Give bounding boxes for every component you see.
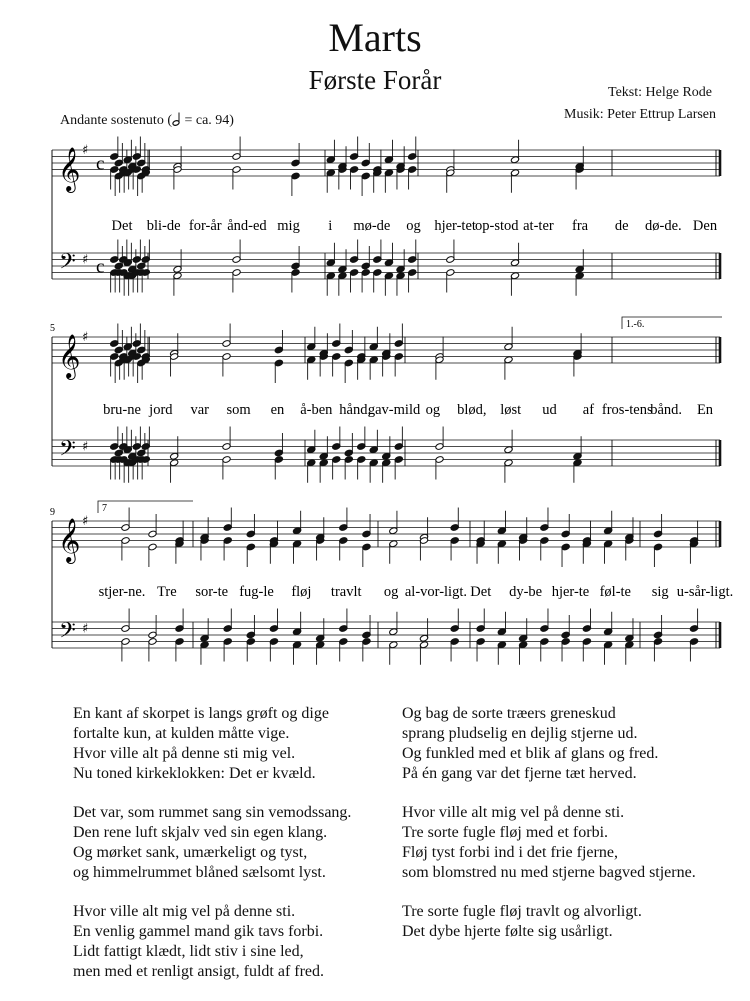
note [561, 543, 570, 567]
note [394, 427, 403, 451]
verse-line: Hvor ville alt mig vel på denne sti. [402, 804, 625, 821]
note [361, 246, 370, 270]
note [222, 353, 231, 377]
note [450, 537, 459, 561]
note [173, 166, 182, 190]
note [274, 359, 283, 383]
note [326, 140, 335, 164]
verse-line: En kant af skorpet is langs grøft og dige [73, 705, 329, 722]
note [389, 511, 398, 535]
note [419, 641, 428, 665]
lyric-syllable: de [614, 218, 629, 234]
note [132, 324, 141, 348]
note [110, 427, 119, 451]
note [408, 166, 417, 190]
note [357, 356, 366, 380]
note [540, 609, 549, 633]
lyric-syllable: gav-mild [367, 402, 421, 418]
lyric-syllable: al-vor-ligt. [404, 584, 467, 600]
note [148, 638, 157, 662]
volta-bracket [98, 501, 193, 513]
lyric-syllable: En [696, 402, 714, 418]
verses-right-column [402, 704, 696, 961]
note [573, 459, 582, 483]
lyric-syllable: op-stod [475, 218, 519, 234]
note [561, 514, 570, 538]
note [519, 641, 528, 665]
lyric-syllable: løst [500, 402, 522, 418]
note [476, 638, 485, 662]
lyric-syllable: dy-be [509, 584, 543, 600]
note [435, 356, 444, 380]
lyric-syllable: jord [149, 402, 173, 418]
note [389, 641, 398, 665]
verse-line: Og mørket sank, umærkeligt og tyst, [73, 844, 308, 861]
note [170, 459, 179, 483]
note [653, 638, 662, 662]
note [246, 615, 255, 639]
note [497, 511, 506, 535]
note [450, 508, 459, 532]
note [575, 272, 584, 296]
note [653, 543, 662, 567]
verse-2 [73, 704, 351, 784]
note [497, 641, 506, 665]
note [446, 240, 455, 264]
note [339, 609, 348, 633]
lyric-syllable: for-år [188, 218, 222, 234]
note [396, 166, 405, 190]
note [123, 243, 132, 267]
lyric-syllable: sig [651, 584, 669, 600]
note [510, 169, 519, 193]
note [653, 615, 662, 639]
note [121, 508, 130, 532]
verse-3 [73, 803, 351, 883]
note [604, 540, 613, 564]
note [141, 356, 150, 380]
note [344, 330, 353, 354]
key-signature-sharp-icon: ♯ [82, 439, 89, 455]
key-signature-sharp-icon: ♯ [82, 621, 89, 637]
note [148, 543, 157, 567]
note [625, 537, 634, 561]
note [332, 324, 341, 348]
note [504, 430, 513, 454]
note [369, 459, 378, 483]
note [504, 459, 513, 483]
note [232, 166, 241, 190]
note [223, 638, 232, 662]
note [291, 246, 300, 270]
note [344, 359, 353, 383]
verse-line: Lidt fattigt klædt, lidt stiv i sine led, [73, 943, 304, 960]
note [394, 324, 403, 348]
note [575, 166, 584, 190]
music-credit: Musik: Peter Ettrup Larsen [564, 107, 717, 122]
note [604, 612, 613, 636]
note [339, 638, 348, 662]
note [419, 537, 428, 561]
note [339, 537, 348, 561]
verse-line: En venlig gammel mand gik tavs forbi. [73, 923, 324, 940]
note [110, 324, 119, 348]
note [222, 324, 231, 348]
key-signature-sharp-icon: ♯ [82, 514, 89, 529]
note [497, 612, 506, 636]
key-signature-sharp-icon: ♯ [82, 143, 89, 158]
verse-line: og himmelrummet blåned sælsomt lyst. [73, 864, 326, 881]
note [316, 641, 325, 665]
note [373, 240, 382, 264]
note [119, 456, 128, 480]
note [170, 353, 179, 377]
note [121, 638, 130, 662]
note [222, 456, 231, 480]
note [349, 137, 358, 161]
note [319, 353, 328, 377]
verse-line: Det var, som rummet sang sin vemodssang. [73, 804, 352, 821]
lyric-syllable: og [425, 402, 441, 418]
note [110, 137, 119, 161]
note [232, 269, 241, 293]
lyric-syllable: og [383, 584, 399, 600]
verse-line: På én gang var det fjerne tæt herved. [402, 765, 637, 782]
note [604, 511, 613, 535]
note [292, 511, 301, 535]
note [232, 137, 241, 161]
verse-line: Nu toned kirkeklokken: Det er kvæld. [73, 765, 316, 782]
treble-clef-icon: 𝄞 [58, 518, 81, 562]
lyric-syllable: Det [111, 218, 133, 234]
lyric-syllable: en [270, 402, 285, 418]
verse-4 [73, 902, 351, 982]
verse-line: Hvor ville alt på denne sti mig vel. [73, 745, 296, 762]
tempo-text: Andante sostenuto ( [60, 113, 172, 128]
note [389, 612, 398, 636]
lyric-syllable: stjer-ne. [98, 584, 146, 600]
note [362, 514, 371, 538]
note [246, 638, 255, 662]
note [173, 272, 182, 296]
note [119, 269, 128, 293]
lyric-syllable: hjer-te [551, 584, 590, 600]
note [223, 609, 232, 633]
note [246, 543, 255, 567]
verse-line: Tre sorte fugle fløj travlt og alvorligt. [402, 903, 642, 920]
lyric-syllable: bli-de [146, 218, 181, 234]
note [497, 540, 506, 564]
lyric-syllable: ud [542, 402, 557, 418]
note [291, 143, 300, 167]
score-system-2 [50, 317, 722, 483]
note [476, 540, 485, 564]
note [396, 272, 405, 296]
lyric-syllable: Tre [157, 584, 177, 600]
note [408, 269, 417, 293]
note [510, 243, 519, 267]
note [141, 169, 150, 193]
note [362, 638, 371, 662]
note [319, 459, 328, 483]
note [604, 641, 613, 665]
note [292, 612, 301, 636]
note [123, 327, 132, 351]
key-signature-sharp-icon: ♯ [82, 330, 89, 345]
note [369, 356, 378, 380]
lyric-syllable: blød, [457, 402, 487, 418]
verses-left-column [73, 704, 351, 1001]
note [326, 169, 335, 193]
verse-line: Og funkled med et blik af glans og fred. [402, 745, 659, 762]
note [625, 641, 634, 665]
verse-line: Tre sorte fugle fløj med et forbi. [402, 824, 609, 841]
lyric-syllable: at-ter [523, 218, 554, 234]
text-credit: Tekst: Helge Rode [608, 85, 712, 100]
note [510, 140, 519, 164]
note [316, 537, 325, 561]
note [200, 537, 209, 561]
lyric-syllable: fug-le [239, 584, 274, 600]
verse-6 [402, 803, 696, 883]
note [689, 638, 698, 662]
note [332, 353, 341, 377]
lyric-syllable: bru-ne [103, 402, 141, 418]
note [394, 353, 403, 377]
verse-7 [402, 902, 696, 942]
treble-clef-icon: 𝄞 [58, 147, 81, 191]
note [175, 638, 184, 662]
note [435, 456, 444, 480]
note [361, 269, 370, 293]
note [389, 540, 398, 564]
verse-line: men med et renligt ansigt, fuldt af fred. [73, 963, 325, 980]
bass-clef-icon: 𝄢 [59, 436, 76, 467]
note [332, 456, 341, 480]
time-signature-icon: c [96, 153, 105, 175]
note [269, 609, 278, 633]
lyric-syllable: mig [277, 218, 300, 234]
measure-number: 9 [50, 507, 55, 518]
note [269, 540, 278, 564]
note [307, 459, 316, 483]
note [369, 430, 378, 454]
note [476, 609, 485, 633]
note [291, 269, 300, 293]
note [292, 641, 301, 665]
note [361, 143, 370, 167]
note [357, 427, 366, 451]
note [582, 638, 591, 662]
lyric-syllable: Den [692, 218, 718, 234]
note [450, 609, 459, 633]
note [369, 327, 378, 351]
note [561, 615, 570, 639]
note [382, 459, 391, 483]
lyric-syllable: å-ben [300, 402, 333, 418]
note [357, 456, 366, 480]
note [349, 166, 358, 190]
lyric-syllable: sor-te [195, 584, 229, 600]
lyric-syllable: som [226, 402, 251, 418]
verse-line: Fløj tyst forbi ind i det frie fjerne, [402, 844, 618, 861]
note [110, 240, 119, 264]
verse-line: Den rene luft skjalv ved sin egen klang. [73, 824, 328, 841]
lyric-syllable: fra [572, 218, 589, 234]
verse-line: Hvor ville alt mig vel på denne sti. [73, 903, 296, 920]
note [292, 540, 301, 564]
note [148, 615, 157, 639]
bass-clef-icon: 𝄢 [59, 618, 76, 649]
key-signature-sharp-icon: ♯ [82, 252, 89, 268]
note [384, 140, 393, 164]
note [361, 172, 370, 196]
note [344, 456, 353, 480]
note [141, 269, 150, 293]
lyric-syllable: mø-de [353, 218, 391, 234]
note [435, 427, 444, 451]
verse-line: som blomstred nu med stjerne bagved stjerne. [402, 864, 696, 881]
measure-number: 5 [50, 323, 55, 334]
note [373, 169, 382, 193]
note [338, 166, 347, 190]
verse-line: Og bag de sorte træers greneskud [402, 705, 616, 722]
note [232, 240, 241, 264]
note [408, 240, 417, 264]
song-subtitle: Første Forår [308, 65, 442, 95]
note [384, 272, 393, 296]
note [274, 330, 283, 354]
note [582, 609, 591, 633]
lyric-syllable: føl-te [599, 584, 632, 600]
song-title: Marts [328, 15, 422, 60]
note [307, 356, 316, 380]
note [246, 514, 255, 538]
lyric-syllable: af [582, 402, 595, 418]
note [362, 615, 371, 639]
note [269, 638, 278, 662]
verse-line: Det dybe hjerte følte sig usårligt. [402, 923, 613, 940]
note [450, 638, 459, 662]
score-system-1 [52, 137, 720, 296]
note [561, 638, 570, 662]
note [307, 430, 316, 454]
note [141, 240, 150, 264]
lyric-syllable: fros-tens [601, 402, 653, 418]
note [504, 356, 513, 380]
note [338, 272, 347, 296]
note [175, 540, 184, 564]
note [141, 456, 150, 480]
note [332, 427, 341, 451]
score-system-3 [50, 501, 733, 665]
note [689, 540, 698, 564]
note [540, 638, 549, 662]
treble-clef-icon: 𝄞 [58, 334, 81, 378]
note [349, 269, 358, 293]
note [540, 537, 549, 561]
note [384, 243, 393, 267]
note [121, 537, 130, 561]
lyric-syllable: dø-de. [645, 218, 682, 234]
note [689, 609, 698, 633]
note [141, 427, 150, 451]
note [291, 172, 300, 196]
note [175, 609, 184, 633]
lyric-syllable: ånd-ed [227, 218, 267, 234]
lyric-syllable: og [406, 218, 421, 234]
verse-line: sprang pludselig en dejlig stjerne ud. [402, 725, 638, 742]
note [326, 272, 335, 296]
note [223, 537, 232, 561]
verse-line: fortalte kun, at kulden måtte vige. [73, 725, 290, 742]
volta-label: 1.-6. [626, 319, 645, 330]
note [519, 537, 528, 561]
lyric-syllable: var [190, 402, 209, 418]
note [394, 456, 403, 480]
note [121, 609, 130, 633]
note [132, 240, 141, 264]
note [222, 427, 231, 451]
note [653, 514, 662, 538]
note [148, 514, 157, 538]
note [132, 427, 141, 451]
note [384, 169, 393, 193]
lyric-syllable: fløj [291, 584, 312, 600]
note [223, 508, 232, 532]
note [123, 140, 132, 164]
note [582, 540, 591, 564]
note [446, 269, 455, 293]
lyric-syllable: i [328, 218, 333, 234]
note [274, 456, 283, 480]
note [373, 269, 382, 293]
lyric-syllable: hjer-tet [434, 218, 476, 234]
note [344, 433, 353, 457]
bass-clef-icon: 𝄢 [59, 249, 76, 280]
lyric-syllable: bånd. [650, 402, 683, 418]
lyric-syllable: hånd, [339, 402, 372, 418]
note [307, 327, 316, 351]
note [362, 543, 371, 567]
time-signature-icon: c [96, 256, 105, 278]
lyric-syllable: u-sår-ligt. [676, 584, 734, 600]
note [540, 508, 549, 532]
volta-label: 7 [102, 503, 107, 514]
note [382, 353, 391, 377]
note [132, 137, 141, 161]
lyric-syllable: Det [470, 584, 492, 600]
note [573, 353, 582, 377]
tempo-value: = ca. 94) [184, 113, 234, 128]
note [326, 243, 335, 267]
note [510, 272, 519, 296]
note [408, 137, 417, 161]
note [446, 169, 455, 193]
verse-5 [402, 704, 696, 784]
note [200, 641, 209, 665]
note [123, 430, 132, 454]
note [339, 508, 348, 532]
lyric-syllable: travlt [330, 584, 362, 600]
note [504, 327, 513, 351]
note [349, 240, 358, 264]
note [274, 433, 283, 457]
